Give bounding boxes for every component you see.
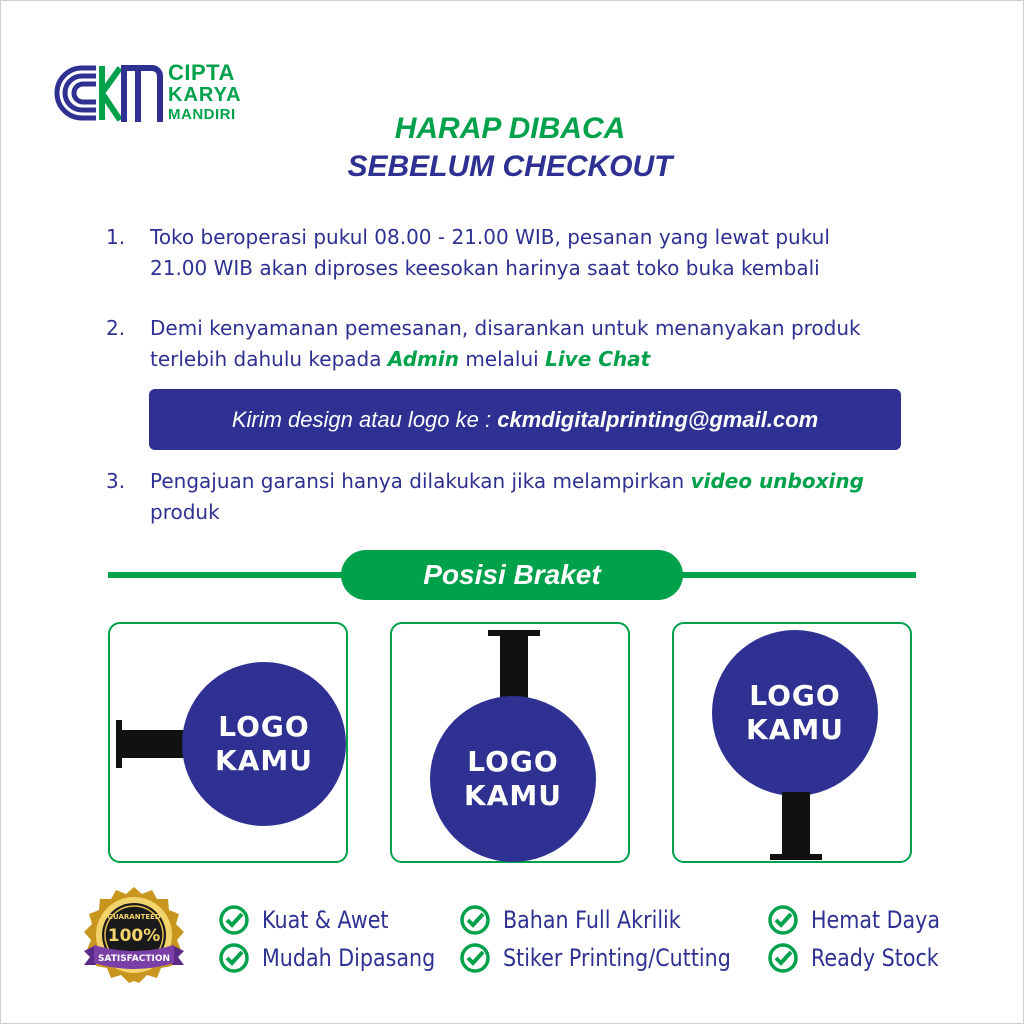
feature-label: Hemat Daya — [811, 906, 941, 934]
logo-text: KAMU — [215, 744, 313, 777]
feature-label: Kuat & Awet — [262, 906, 389, 934]
note-text: Demi kenyamanan pemesanan, disarankan untuk menanyakan produk — [150, 316, 861, 340]
bracket-plate — [770, 854, 822, 860]
note-text: Toko beroperasi pukul 08.00 - 21.00 WIB, pesanan yang lewat pukul — [150, 225, 830, 249]
note-text: 21.00 WIB akan diproses keesokan harinya saat toko buka kembali — [150, 256, 820, 280]
note-3 — [106, 466, 926, 528]
feature-item — [459, 903, 710, 937]
bracket-box-bottom — [672, 622, 912, 863]
note-text: melalui — [458, 347, 546, 371]
feature-item — [459, 941, 768, 975]
logo-text: LOGO — [749, 679, 841, 712]
logo-text: LOGO — [218, 710, 310, 743]
check-circle-icon — [459, 904, 491, 936]
bracket-arm — [500, 634, 528, 702]
bracket-arm — [782, 792, 810, 856]
feature-label: Bahan Full Akrilik — [503, 906, 681, 934]
feature-label: Ready Stock — [811, 944, 939, 972]
check-circle-icon — [218, 942, 250, 974]
page-title-line-1: HARAP DIBACA — [394, 112, 626, 145]
svg-text:GUARANTEED: GUARANTEED — [107, 913, 161, 921]
divider-left — [108, 572, 348, 578]
bracket-box-side — [108, 622, 348, 863]
feature-item — [767, 941, 960, 975]
note-text-line-2 — [150, 344, 926, 375]
email-banner — [149, 389, 901, 450]
brand-logo — [52, 60, 252, 130]
bracket-arm — [122, 730, 190, 758]
note-2 — [106, 313, 926, 375]
note-number: 2. — [106, 316, 126, 340]
logo-circle — [712, 630, 878, 796]
live-chat-highlight: Live Chat — [545, 347, 651, 371]
page-title-line-2: SEBELUM CHECKOUT — [347, 150, 673, 183]
note-number: 3. — [106, 469, 126, 493]
email-prefix: Kirim design atau logo ke : — [231, 407, 498, 432]
check-circle-icon — [767, 942, 799, 974]
logo-text: KAMU — [746, 713, 844, 746]
note-text-line-1 — [150, 466, 926, 528]
logo-circle — [430, 696, 596, 862]
note-text: produk — [150, 500, 220, 524]
brand-name — [168, 62, 242, 124]
admin-highlight: Admin — [387, 347, 459, 371]
feature-label: Stiker Printing/Cutting — [503, 944, 731, 972]
check-circle-icon — [459, 942, 491, 974]
note-number: 1. — [106, 225, 126, 249]
bracket-box-top — [390, 622, 630, 863]
brand-line-1: CIPTA — [168, 60, 235, 85]
check-circle-icon — [218, 904, 250, 936]
brand-line-3: MANDIRI — [168, 106, 236, 123]
feature-item — [218, 903, 409, 937]
email-address: ckmdigitalprinting@gmail.com — [497, 407, 819, 432]
logo-circle — [182, 662, 346, 826]
note-text: terlebih dahulu kepada — [150, 347, 388, 371]
check-circle-icon — [767, 904, 799, 936]
section-title: Posisi Braket — [341, 550, 683, 600]
note-text: Pengajuan garansi hanya dilakukan jika melampirkan — [150, 469, 691, 493]
logo-text: LOGO — [467, 745, 559, 778]
brand-line-2: KARYA — [168, 84, 242, 106]
logo-text: KAMU — [464, 779, 562, 812]
note-1 — [106, 222, 926, 284]
svg-text:100%: 100% — [107, 926, 161, 946]
ckm-logo-icon — [52, 60, 164, 126]
feature-item — [767, 903, 961, 937]
video-unboxing-highlight: video unboxing — [690, 469, 864, 493]
feature-label: Mudah Dipasang — [262, 944, 436, 972]
svg-text:SATISFACTION: SATISFACTION — [97, 954, 171, 964]
divider-right — [676, 572, 916, 578]
feature-item — [218, 941, 463, 975]
satisfaction-badge-icon — [80, 885, 188, 993]
